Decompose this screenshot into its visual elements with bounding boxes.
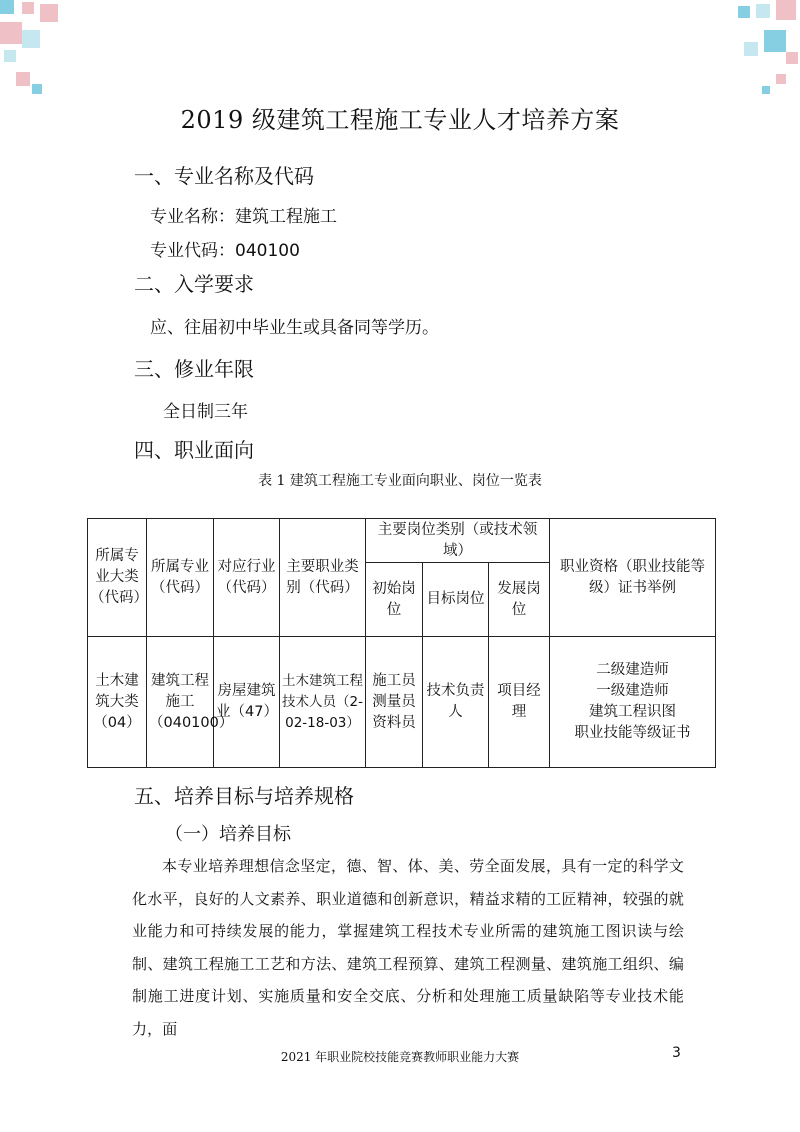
header-target: 目标岗位 (423, 563, 489, 637)
header-certificates: 职业资格（职业技能等级）证书举例 (550, 519, 716, 637)
header-category: 所属专业大类（代码） (88, 519, 147, 637)
page-title: 2019 级建筑工程施工专业人才培养方案 (180, 106, 620, 134)
training-goal-paragraph: 本专业培养理想信念坚定，德、智、体、美、劳全面发展，具有一定的科学文化水平，良好的人文素养、职业道德和创新意识，精益求精的工匠精神，较强的就业能力和可持续发展的能力，掌握建筑工程技术专业所需的建筑施工图识读与绘制、建筑工程施工工艺和方法、建筑工程预算、建筑工程测量、建筑施工组织、编制施工进度计划、实施质量和安全交底、分析和处理施工质量缺陷等专业技术能力，面 (132, 857, 684, 1038)
cell-industry: 房屋建筑业（47） (214, 637, 280, 768)
certificate-item: 建筑工程识图 (589, 704, 676, 720)
cell-occupation: 土木建筑工程技术人员（2-02-18-03） (280, 637, 366, 768)
page-footer: 2021 年职业院校技能竞赛教师职业能力大赛 (280, 1050, 520, 1064)
certificate-item: 职业技能等级证书 (574, 725, 691, 741)
initial-post: 施工员 (372, 672, 416, 689)
cell-certificates (550, 637, 716, 768)
cell-initial (366, 637, 423, 768)
cell-category: 土木建筑大类（04） (88, 637, 147, 768)
major-name-line: 专业名称：建筑工程施工 (150, 207, 337, 227)
header-occupation: 主要职业类别（代码） (280, 519, 366, 637)
section-4-heading: 四、职业面向 (134, 438, 254, 462)
initial-post: 测量员 (372, 693, 416, 710)
header-initial: 初始岗位 (366, 563, 423, 637)
subsection-heading: （一）培养目标 (165, 824, 291, 845)
certificate-item: 二级建造师 (596, 662, 669, 678)
cell-major: 建筑工程施工（040100） (147, 637, 214, 768)
major-code-line: 专业代码：040100 (150, 241, 300, 261)
admission-text: 应、往届初中毕业生或具备同等学历。 (150, 318, 439, 338)
page-number: 3 (672, 1045, 681, 1061)
certificate-item: 一级建造师 (596, 683, 669, 699)
cell-target: 技术负责人 (423, 637, 489, 768)
cell-development: 项目经理 (489, 637, 550, 768)
section-2-heading: 二、入学要求 (134, 272, 254, 296)
section-1-heading: 一、专业名称及代码 (134, 164, 314, 188)
header-posts-group: 主要岗位类别（或技术领域） (366, 519, 550, 563)
section-5-heading: 五、培养目标与培养规格 (134, 784, 354, 808)
duration-text: 全日制三年 (163, 402, 248, 422)
occupation-table (87, 518, 716, 768)
header-major: 所属专业（代码） (147, 519, 214, 637)
section-3-heading: 三、修业年限 (134, 357, 254, 381)
initial-post: 资料员 (372, 714, 416, 731)
header-development: 发展岗位 (489, 563, 550, 637)
table-caption: 表 1 建筑工程施工专业面向职业、岗位一览表 (258, 473, 542, 489)
header-industry: 对应行业（代码） (214, 519, 280, 637)
